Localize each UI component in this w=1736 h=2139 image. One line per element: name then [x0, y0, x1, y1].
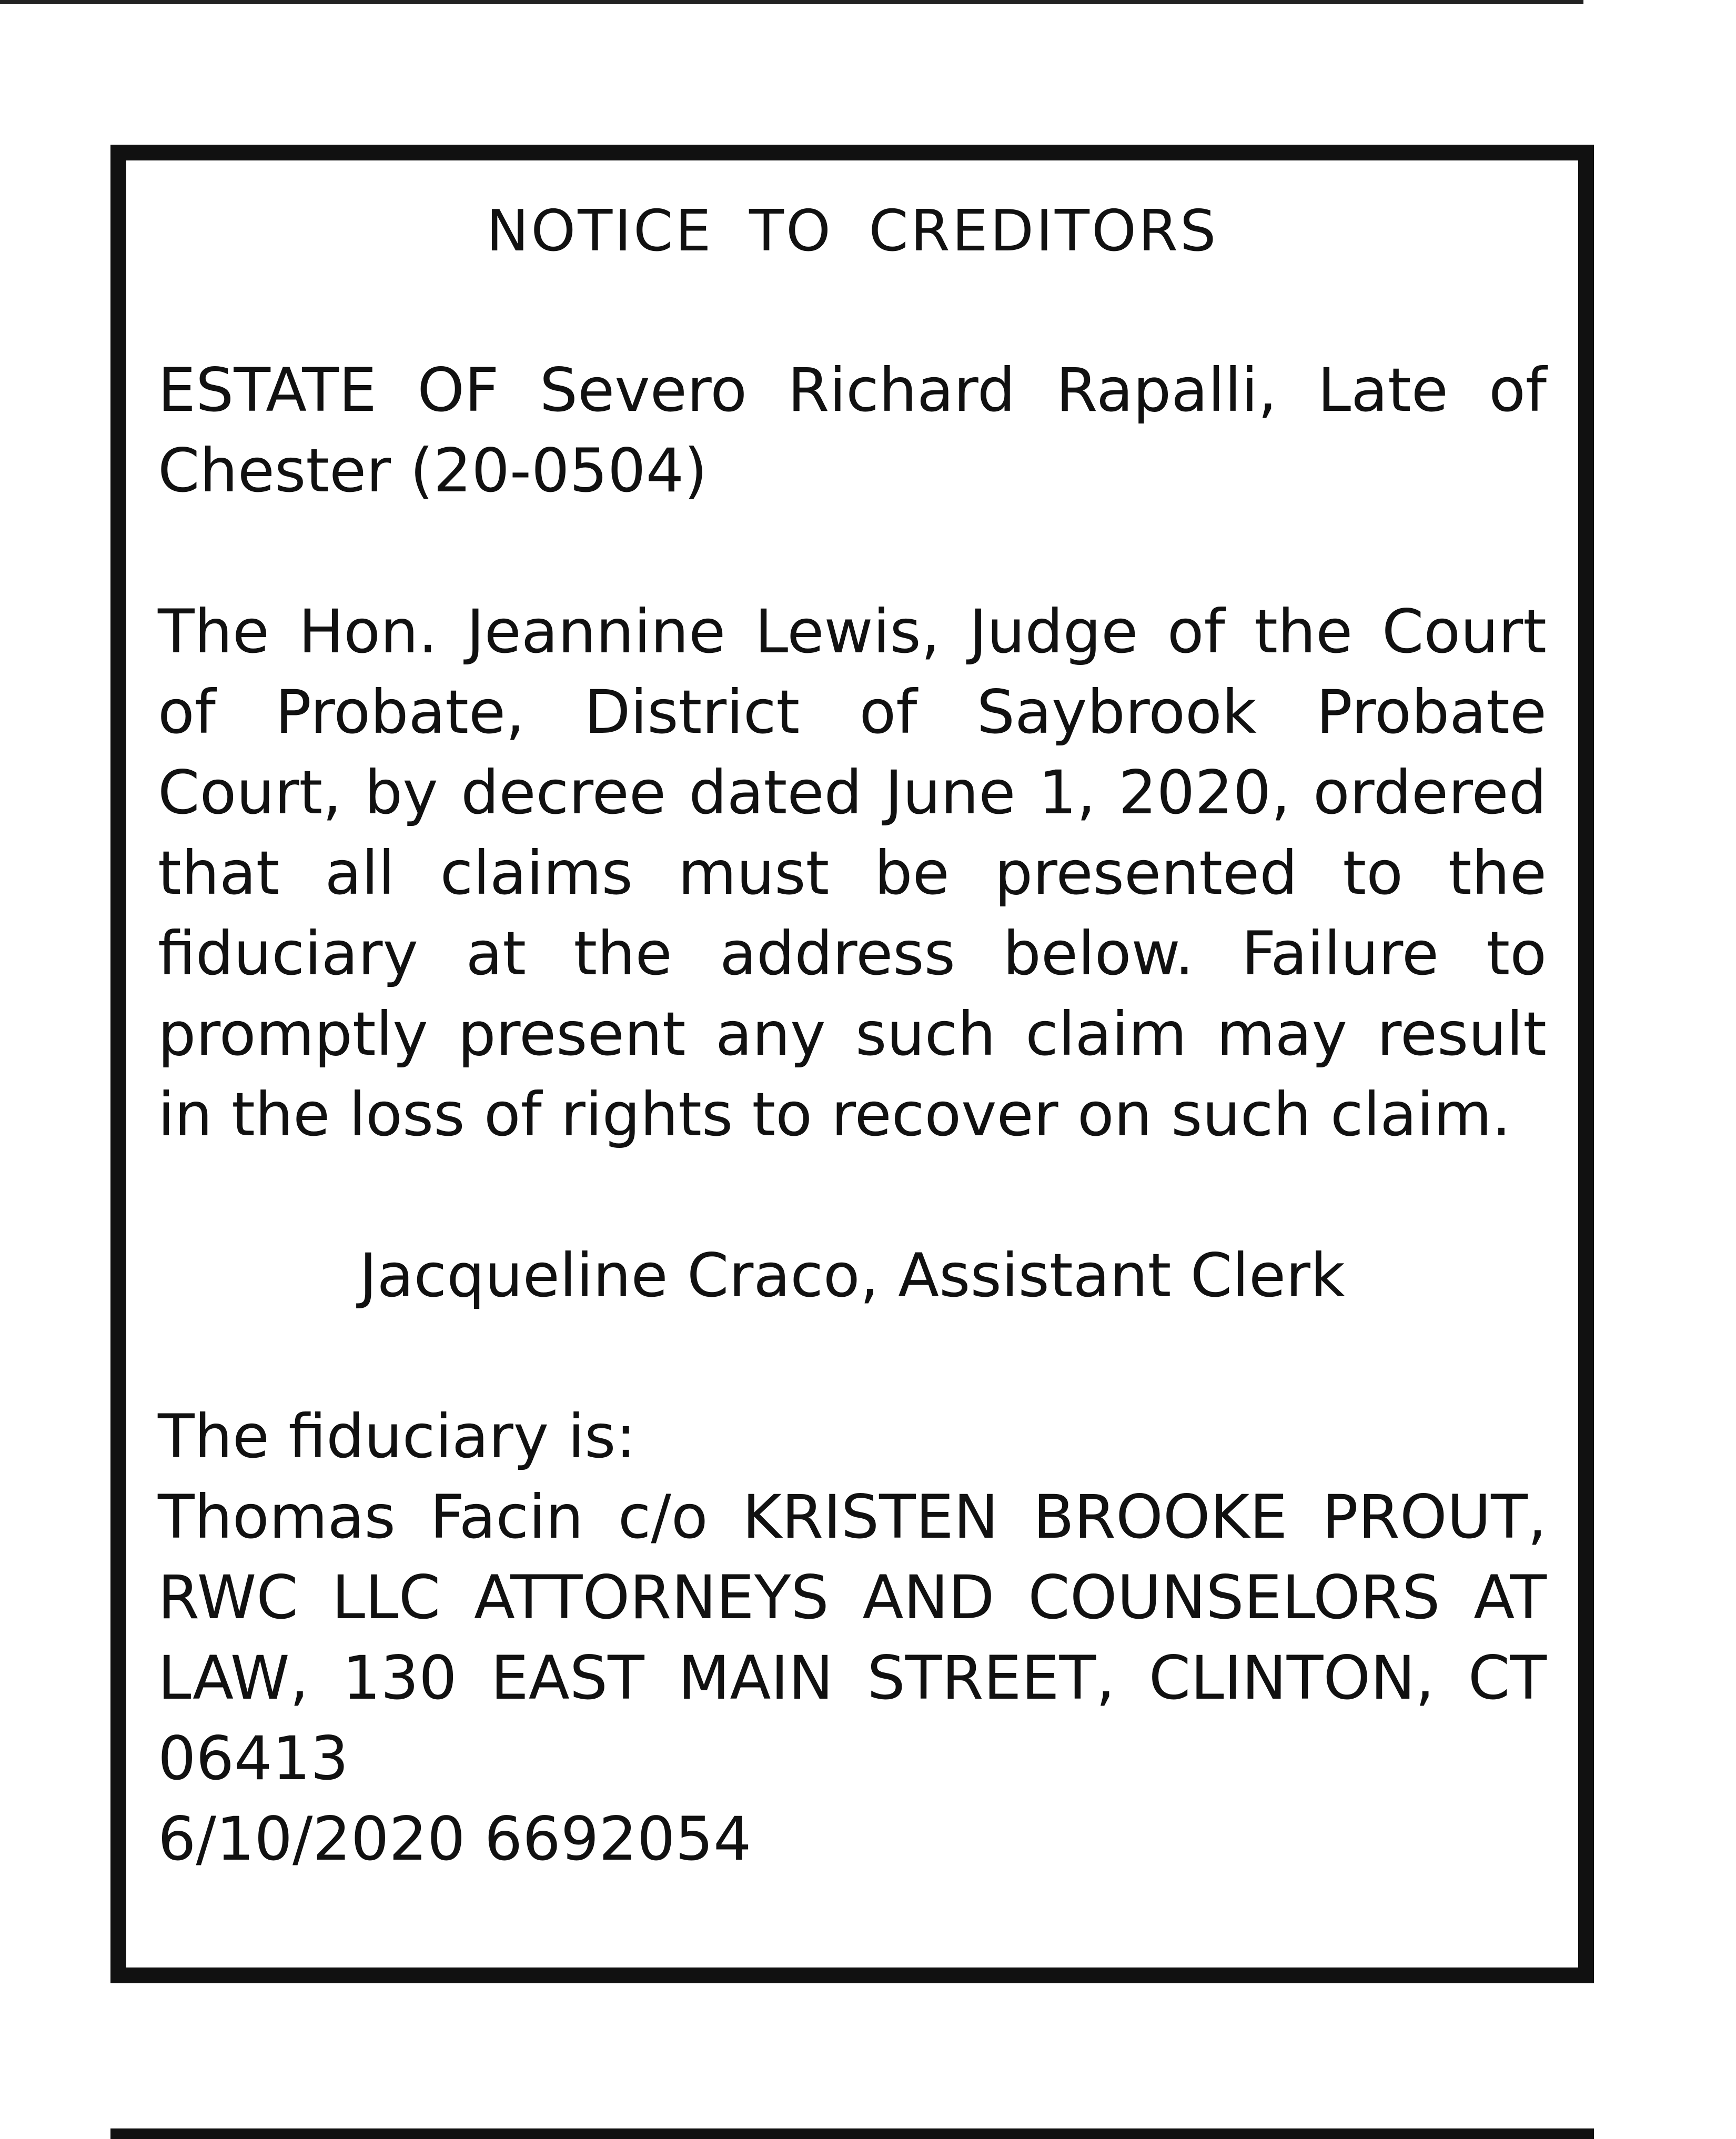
top-rule	[0, 0, 1583, 4]
notice-body: The Hon. Jeannine Lewis, Judge of the Court of Probate, District of Saybrook Probate Court, by decree dated June 1, 2020, ordered that all claims must be presented to the fiduciary at the address below. Failure to promptly present any such claim may result in the loss of rights to recover on such claim.	[158, 597, 1547, 1149]
notice-date-reference: 6/10/2020 6692054	[158, 1804, 752, 1874]
clerk-signature: Jacqueline Craco, Assistant Clerk	[359, 1240, 1345, 1310]
notice-title: NOTICE TO CREDITORS	[486, 198, 1218, 264]
fiduciary-label: The fiduciary is:	[158, 1401, 636, 1471]
estate-line: ESTATE OF Severo Richard Rapalli, Late of Chester (20-0504)	[158, 355, 1547, 506]
bottom-rule	[110, 2128, 1594, 2139]
fiduciary-address: Thomas Facin c/o KRISTEN BROOKE PROUT, RWC LLC ATTORNEYS AND COUNSELORS AT LAW, 130 EAST MAIN STREET, CLINTON, CT 06413	[158, 1482, 1547, 1793]
notice-box	[110, 145, 1594, 1983]
